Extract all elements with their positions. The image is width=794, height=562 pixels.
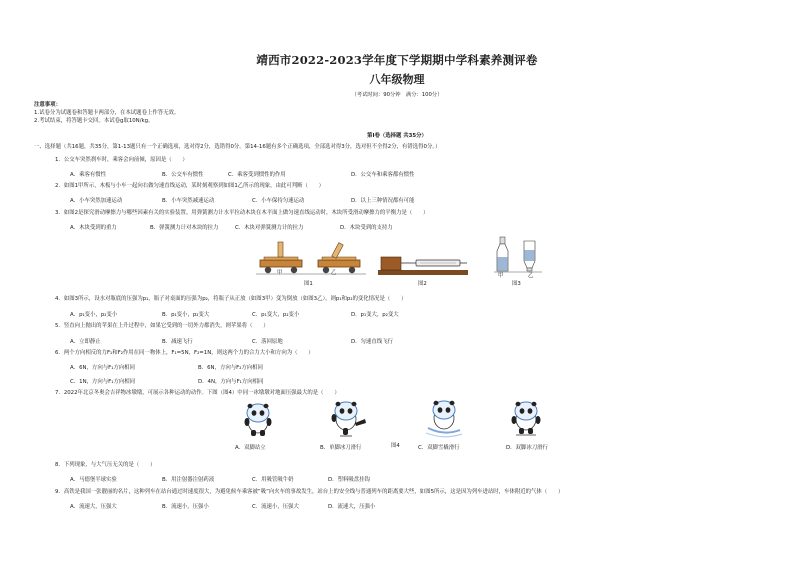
question-6-option-b[interactable]: B．6N，方向与F₂方向相同 (198, 365, 263, 371)
question-7-option-a[interactable]: A．双脚站立 (235, 445, 266, 451)
question-8-option-d[interactable]: D．塑料吸盘挂钩 (328, 477, 370, 483)
question-7-option-d[interactable]: D．双脚冰刀滑行 (506, 445, 548, 451)
figure-3-label-b: 乙 (528, 273, 534, 279)
question-3-option-d[interactable]: D．木块受到的支持力 (340, 225, 393, 231)
question-1-option-d[interactable]: D．公交车和乘客都有惯性 (351, 172, 415, 178)
question-6-option-c[interactable]: C．1N，方向与F₁方向相同 (70, 379, 136, 385)
mascot-double-skate-icon (506, 398, 546, 438)
question-2-option-c[interactable]: C．小车保持匀速运动 (252, 198, 305, 204)
question-7-option-c[interactable]: C．双脚雪橇滑行 (418, 445, 460, 451)
question-2-option-a[interactable]: A．小车突然加速运动 (70, 198, 123, 204)
question-1-option-b[interactable]: B．公交车有惯性 (162, 172, 204, 178)
exam-subject: 八年级物理 (369, 73, 425, 86)
figure-3-label-a: 甲 (498, 273, 504, 279)
question-6-option-a[interactable]: A．6N，方向与F₁方向相同 (70, 365, 135, 371)
question-1-stem: 1．公交车突然刹车时，乘客会向前倾，原因是（ ） (55, 157, 188, 163)
question-6-stem: 6．两个方向相反的力F₁和F₂作用在同一物体上，F₁=5N，F₂=1N，则这两个力的合力大小和方向为（ ） (55, 350, 314, 356)
question-8-option-a[interactable]: A．马德堡半球实验 (70, 477, 117, 483)
question-9-stem: 9．高铁是我国一张靓丽的名片，这种列车在站台通过时速度很大，为避免候车乘客被“吸”向火车的事故发生，站台上的安全线与普通列车的距离要大些，如图5所示，这是因为列车进站时，车体附近的气体（ ） (55, 489, 564, 495)
mascot-standing-icon (240, 399, 276, 437)
figure-3-diagram (494, 233, 544, 275)
question-9-option-b[interactable]: B．流速小，压强小 (162, 504, 209, 510)
question-4-option-b[interactable]: B．p₁变小，p₂变大 (162, 312, 210, 318)
figure-4-caption: 图4 (391, 443, 400, 449)
exam-title: 靖西市2022-2023学年度下学期期中学科素养测评卷 (256, 53, 538, 67)
figure-2-diagram (378, 250, 470, 280)
question-3-option-a[interactable]: A．木块受到的重力 (70, 225, 117, 231)
question-9-option-d[interactable]: D．流速大，压强小 (328, 504, 376, 510)
question-6-option-d[interactable]: D．4N，方向与F₁方向相同 (198, 379, 264, 385)
question-4-option-d[interactable]: D．p₁变大，p₂变大 (351, 312, 399, 318)
question-9-option-c[interactable]: C．流速小，压强大 (252, 504, 299, 510)
question-2-option-d[interactable]: D．以上三种情况都有可能 (351, 198, 415, 204)
question-7-stem: 7．2022年北京冬奥会吉祥物冰墩墩，可展示各种运动的动作。下图（图4）中同一冰墩墩对地面压强最大的是（ ） (55, 390, 340, 396)
exam-info: （考试时间：90分钟 满分：100分） (351, 92, 443, 98)
question-8-option-b[interactable]: B．用注射器注射药液 (162, 477, 215, 483)
question-7-option-b[interactable]: B．单脚冰刀滑行 (320, 445, 362, 451)
question-3-option-b[interactable]: B．弹簧测力计对木块的拉力 (150, 225, 219, 231)
section-instruction: 一、选择题（共16题，共35分，第1-13题只有一个正确选项，选对得2分，选错得0分。第14-16题有多个正确选项，全部选对得3分，选对但不全得2分，有错选得0分。） (34, 144, 441, 150)
figure-2-caption: 图2 (418, 281, 427, 287)
notes-line-1: 1.试卷分为试题卷和答题卡两部分，在本试题卷上作答无效。 (34, 110, 180, 116)
question-4-stem: 4．如图3所示，设水对瓶底的压强为p₁，瓶子对桌面的压强为p₂，将瓶子从正放（如图3甲）变为倒放（如图3乙），则p₁和p₂的变化情况是（ ） (55, 296, 407, 302)
section-title: 第Ⅰ卷（选择题 共35分） (367, 133, 427, 139)
question-5-option-a[interactable]: A．立即静止 (70, 339, 101, 345)
question-4-option-a[interactable]: A．p₁变小，p₂变小 (70, 312, 118, 318)
question-4-option-c[interactable]: C．p₁变大，p₂变小 (252, 312, 300, 318)
question-1-option-c[interactable]: C．乘客受到惯性的作用 (228, 172, 286, 178)
figure-1-label-a: 甲 (277, 270, 283, 276)
notes-heading: 注意事项： (34, 102, 61, 108)
figure-1-label-b: 乙 (331, 270, 337, 276)
figure-1-caption: 图1 (304, 281, 313, 287)
question-5-option-c[interactable]: C．落回原地 (252, 339, 283, 345)
question-5-option-d[interactable]: D．匀速直线飞行 (351, 339, 393, 345)
question-5-option-b[interactable]: B．减速飞行 (162, 339, 193, 345)
mascot-sled-icon (424, 398, 464, 438)
question-5-stem: 5．竖直向上抛出的苹果在上升过程中，如果它受到的一切外力都消失，则苹果将（ ） (55, 323, 269, 329)
question-8-stem: 8．下列现象，与大气压无关的是（ ） (55, 462, 156, 468)
figure-1-diagram (256, 234, 368, 284)
question-3-stem: 3．如图2是探究滑动摩擦力与哪些因素有关的实验装置。用弹簧测力计水平拉动木块在木平面上做匀速直线运动时，木块所受滑动摩擦力的平衡力是（ ） (55, 210, 429, 216)
question-1-option-a[interactable]: A．乘客有惯性 (70, 172, 107, 178)
mascot-single-skate-icon (328, 399, 368, 437)
question-2-option-b[interactable]: B．小车突然减速运动 (162, 198, 215, 204)
question-2-stem: 2．如图1甲所示，木板与小车一起向右做匀速直线运动，某时刻观察到如图1乙所示的现象，由此可判断（ ） (55, 183, 325, 189)
question-3-option-c[interactable]: C．木块对弹簧测力计的拉力 (235, 225, 304, 231)
question-8-option-c[interactable]: C．用吸管吸牛奶 (252, 477, 294, 483)
question-9-option-a[interactable]: A．流速大，压强大 (70, 504, 117, 510)
figure-3-caption: 图3 (512, 281, 521, 287)
notes-line-2: 2.考试结束，将答题卡交回。本试卷g取10N/kg。 (34, 118, 154, 124)
